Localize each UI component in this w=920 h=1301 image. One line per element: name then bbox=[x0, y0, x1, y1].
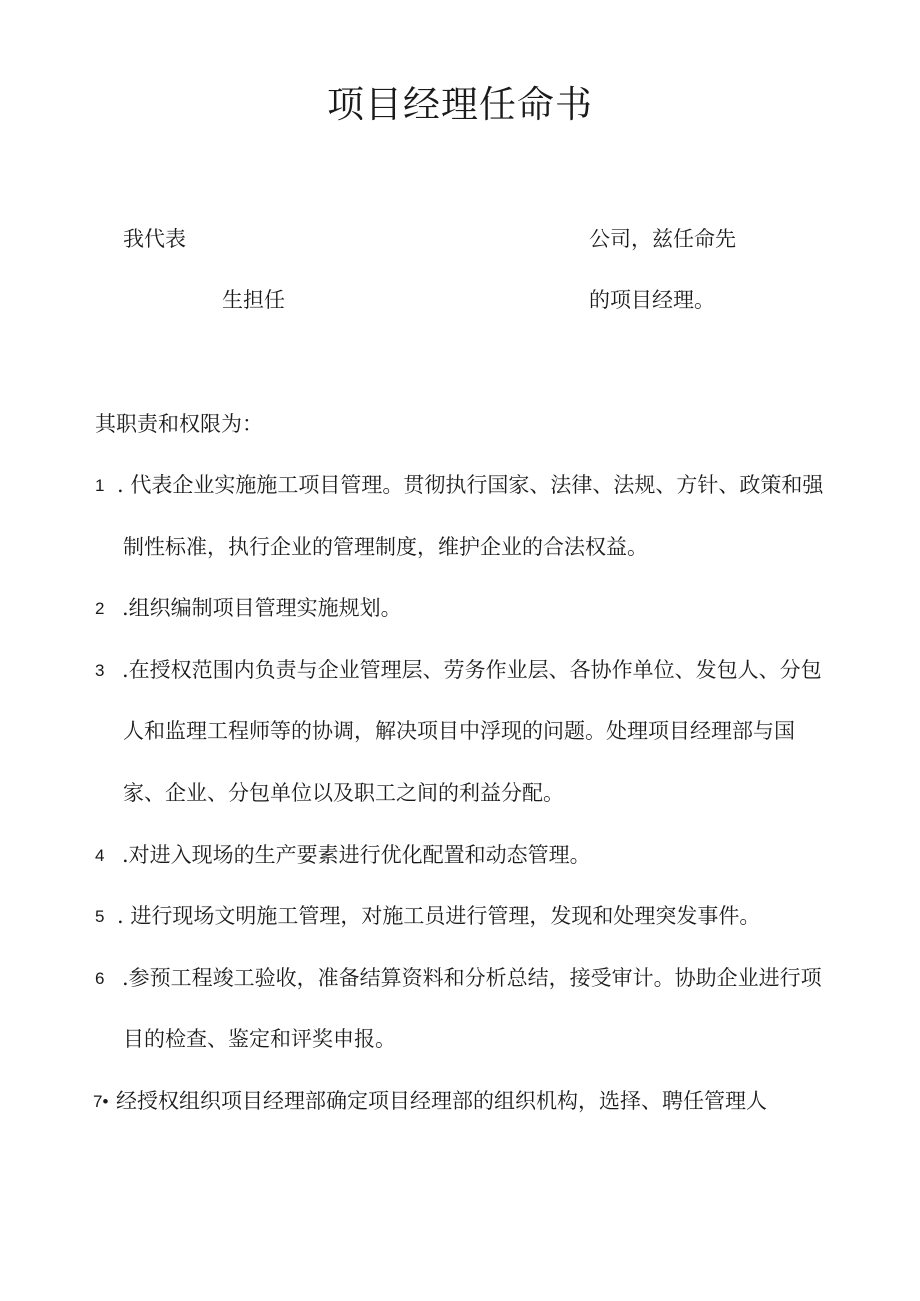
item-3-line-1: .在授权范围内负责与企业管理层、劳务作业层、各协作单位、发包人、分包 bbox=[122, 658, 822, 682]
item-7-number: 7• bbox=[93, 1092, 109, 1111]
item-5-line-1: . 进行现场文明施工管理，对施工员进行管理，发现和处理突发事件。 bbox=[117, 904, 761, 928]
item-1-line-1: . 代表企业实施施工项目管理。贯彻执行国家、法律、法规、方针、政策和强 bbox=[117, 473, 824, 497]
appointment-line2-right: 的项目经理。 bbox=[589, 288, 715, 312]
document-title: 项目经理任命书 bbox=[327, 83, 593, 126]
item-6-number: 6 bbox=[95, 969, 105, 988]
item-3-line-2: 人和监理工程师等的协调，解决项目中浮现的问题。处理项目经理部与国 bbox=[123, 719, 795, 743]
appointment-line2-left: 生担任 bbox=[222, 288, 285, 312]
appointment-line1-right: 公司，兹任命先 bbox=[589, 227, 736, 251]
item-3-line-3: 家、企业、分包单位以及职工之间的利益分配。 bbox=[123, 781, 564, 805]
item-6-line-1: .参预工程竣工验收，准备结算资料和分析总结，接受审计。协助企业进行项 bbox=[122, 966, 822, 990]
item-4-number: 4 bbox=[95, 846, 105, 865]
item-5-number: 5 bbox=[95, 907, 105, 926]
item-4-line-1: .对进入现场的生产要素进行优化配置和动态管理。 bbox=[122, 843, 591, 867]
item-2-line-1: .组织编制项目管理实施规划。 bbox=[122, 596, 402, 620]
item-7-line-1: 经授权组织项目经理部确定项目经理部的组织机构，选择、聘任管理人 bbox=[116, 1089, 767, 1113]
item-2-number: 2 bbox=[95, 599, 105, 618]
duties-intro: 其职责和权限为： bbox=[95, 412, 263, 436]
item-1-line-2: 制性标准，执行企业的管理制度，维护企业的合法权益。 bbox=[123, 535, 648, 559]
appointment-line1-left: 我代表 bbox=[123, 227, 186, 251]
item-3-number: 3 bbox=[95, 661, 105, 680]
item-1-number: 1 bbox=[95, 476, 105, 495]
item-6-line-2: 目的检查、鉴定和评奖申报。 bbox=[123, 1027, 396, 1051]
